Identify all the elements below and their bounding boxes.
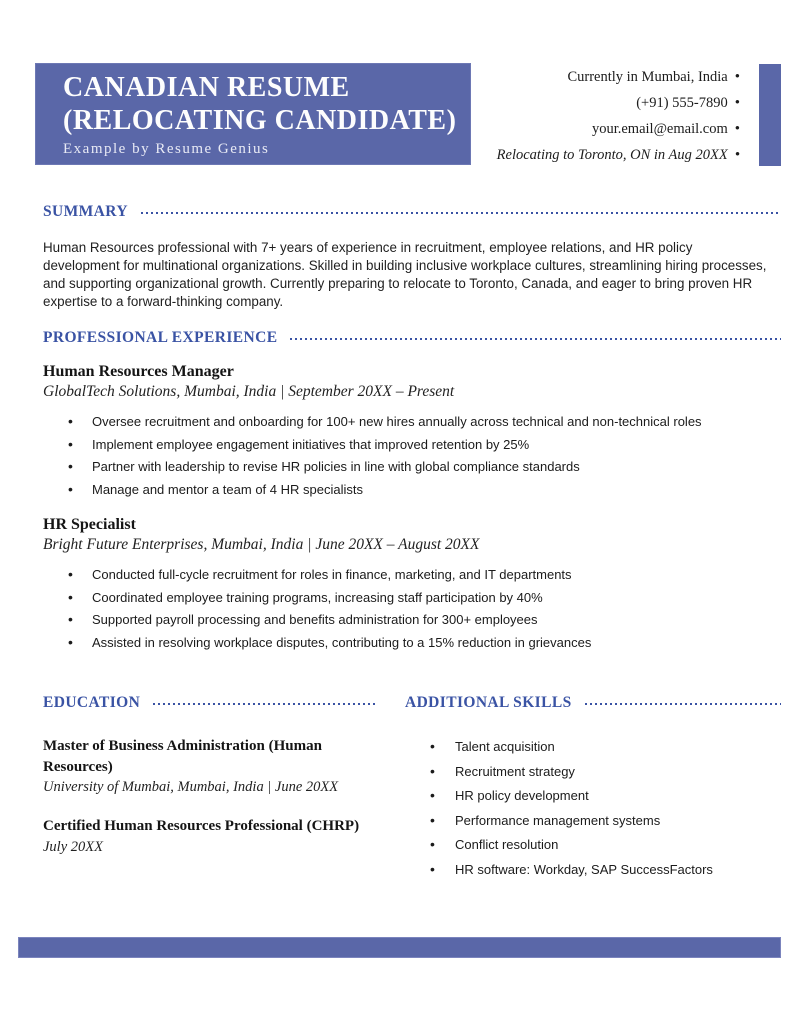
skills-list	[405, 739, 781, 878]
job-bullet-list	[43, 414, 781, 498]
bullet-item: • Coordinated employee training programs, increasing staff participation by 40%	[68, 590, 781, 606]
bullet-item: • Manage and mentor a team of 4 HR specialists	[68, 482, 781, 498]
resume-title-line1: CANADIAN RESUME	[63, 72, 350, 103]
contact-phone-text: (+91) 555-7890	[636, 95, 728, 111]
header-accent-bar	[759, 64, 781, 166]
dotted-divider	[585, 703, 781, 705]
degree-title: Master of Business Administration (Human Resources)	[43, 738, 322, 775]
contact-location-text: Currently in Mumbai, India	[567, 69, 728, 85]
skills-section	[405, 694, 781, 886]
job-title: HR Specialist	[43, 516, 136, 533]
degree-title: Certified Human Resources Professional (CHRP)	[43, 818, 360, 834]
bullet-item: • Conducted full-cycle recruitment for roles in finance, marketing, and IT departments	[68, 567, 781, 583]
contact-location	[440, 64, 740, 90]
skill-item: • HR policy development	[430, 788, 781, 804]
skill-item: • Performance management systems	[430, 813, 781, 829]
dotted-divider	[290, 338, 781, 340]
degree-meta: July 20XX	[43, 838, 103, 855]
bullet-item: • Implement employee engagement initiatives that improved retention by 25%	[68, 437, 781, 453]
job-entry	[43, 515, 781, 657]
skills-section-heading	[405, 694, 781, 712]
bullet-item: • Oversee recruitment and onboarding for 100+ new hires annually across technical and non-technical roles	[68, 414, 781, 430]
job-meta: Bright Future Enterprises, Mumbai, India | June 20XX – August 20XX	[43, 536, 480, 553]
contact-relocation-text: Relocating to Toronto, ON in Aug 20XX	[496, 147, 728, 163]
resume-subtitle: Example by Resume Genius	[63, 141, 270, 157]
resume-title	[63, 71, 460, 137]
job-entry	[43, 362, 781, 504]
header-banner	[35, 63, 471, 165]
contact-relocation	[440, 142, 740, 168]
bullet-item: • Supported payroll processing and benefits administration for 300+ employees	[68, 612, 781, 628]
education-entry	[43, 816, 377, 857]
job-meta: GlobalTech Solutions, Mumbai, India | September 20XX – Present	[43, 383, 455, 400]
bullet-separator-icon: •	[734, 147, 740, 163]
skill-item: • Talent acquisition	[430, 739, 781, 755]
skill-item: • Recruitment strategy	[430, 764, 781, 780]
bullet-item: • Partner with leadership to revise HR policies in line with global compliance standards	[68, 459, 781, 475]
footer-accent-bar	[18, 937, 781, 958]
job-title: Human Resources Manager	[43, 363, 234, 380]
education-entry	[43, 736, 377, 797]
bullet-separator-icon: •	[734, 95, 740, 111]
contact-info	[440, 64, 740, 168]
education-section-heading	[43, 694, 377, 712]
contact-phone	[440, 90, 740, 116]
experience-heading-label: PROFESSIONAL EXPERIENCE	[43, 329, 278, 346]
bullet-separator-icon: •	[734, 121, 740, 137]
skill-item: • Conflict resolution	[430, 837, 781, 853]
dotted-divider	[153, 703, 377, 705]
skills-heading-label: ADDITIONAL SKILLS	[405, 694, 572, 711]
skill-item: • HR software: Workday, SAP SuccessFactors	[430, 862, 781, 878]
education-section	[43, 694, 377, 857]
dotted-divider	[141, 212, 781, 214]
education-heading-label: EDUCATION	[43, 694, 141, 711]
summary-heading-label: SUMMARY	[43, 203, 128, 220]
experience-section-heading	[43, 329, 781, 347]
contact-email-text: your.email@email.com	[591, 121, 728, 137]
degree-meta: University of Mumbai, Mumbai, India | June 20XX	[43, 779, 339, 795]
summary-text: Human Resources professional with 7+ years of experience in recruitment, employee relations, and HR policy development for multinational organizations. Skilled in building inclusive workplace cultures, streamlining hiring processes, and supporting organizational growth. Currently preparing to relocate to Toronto, Canada, and eager to bring proven HR expertise to a forward-thinking company.	[43, 240, 767, 309]
bullet-separator-icon: •	[734, 69, 740, 85]
summary-section-heading	[43, 203, 781, 221]
bullet-item: • Assisted in resolving workplace disputes, contributing to a 15% reduction in grievances	[68, 635, 781, 651]
contact-email	[440, 116, 740, 142]
job-bullet-list	[43, 567, 781, 651]
resume-title-line2: (RELOCATING CANDIDATE)	[63, 105, 457, 136]
